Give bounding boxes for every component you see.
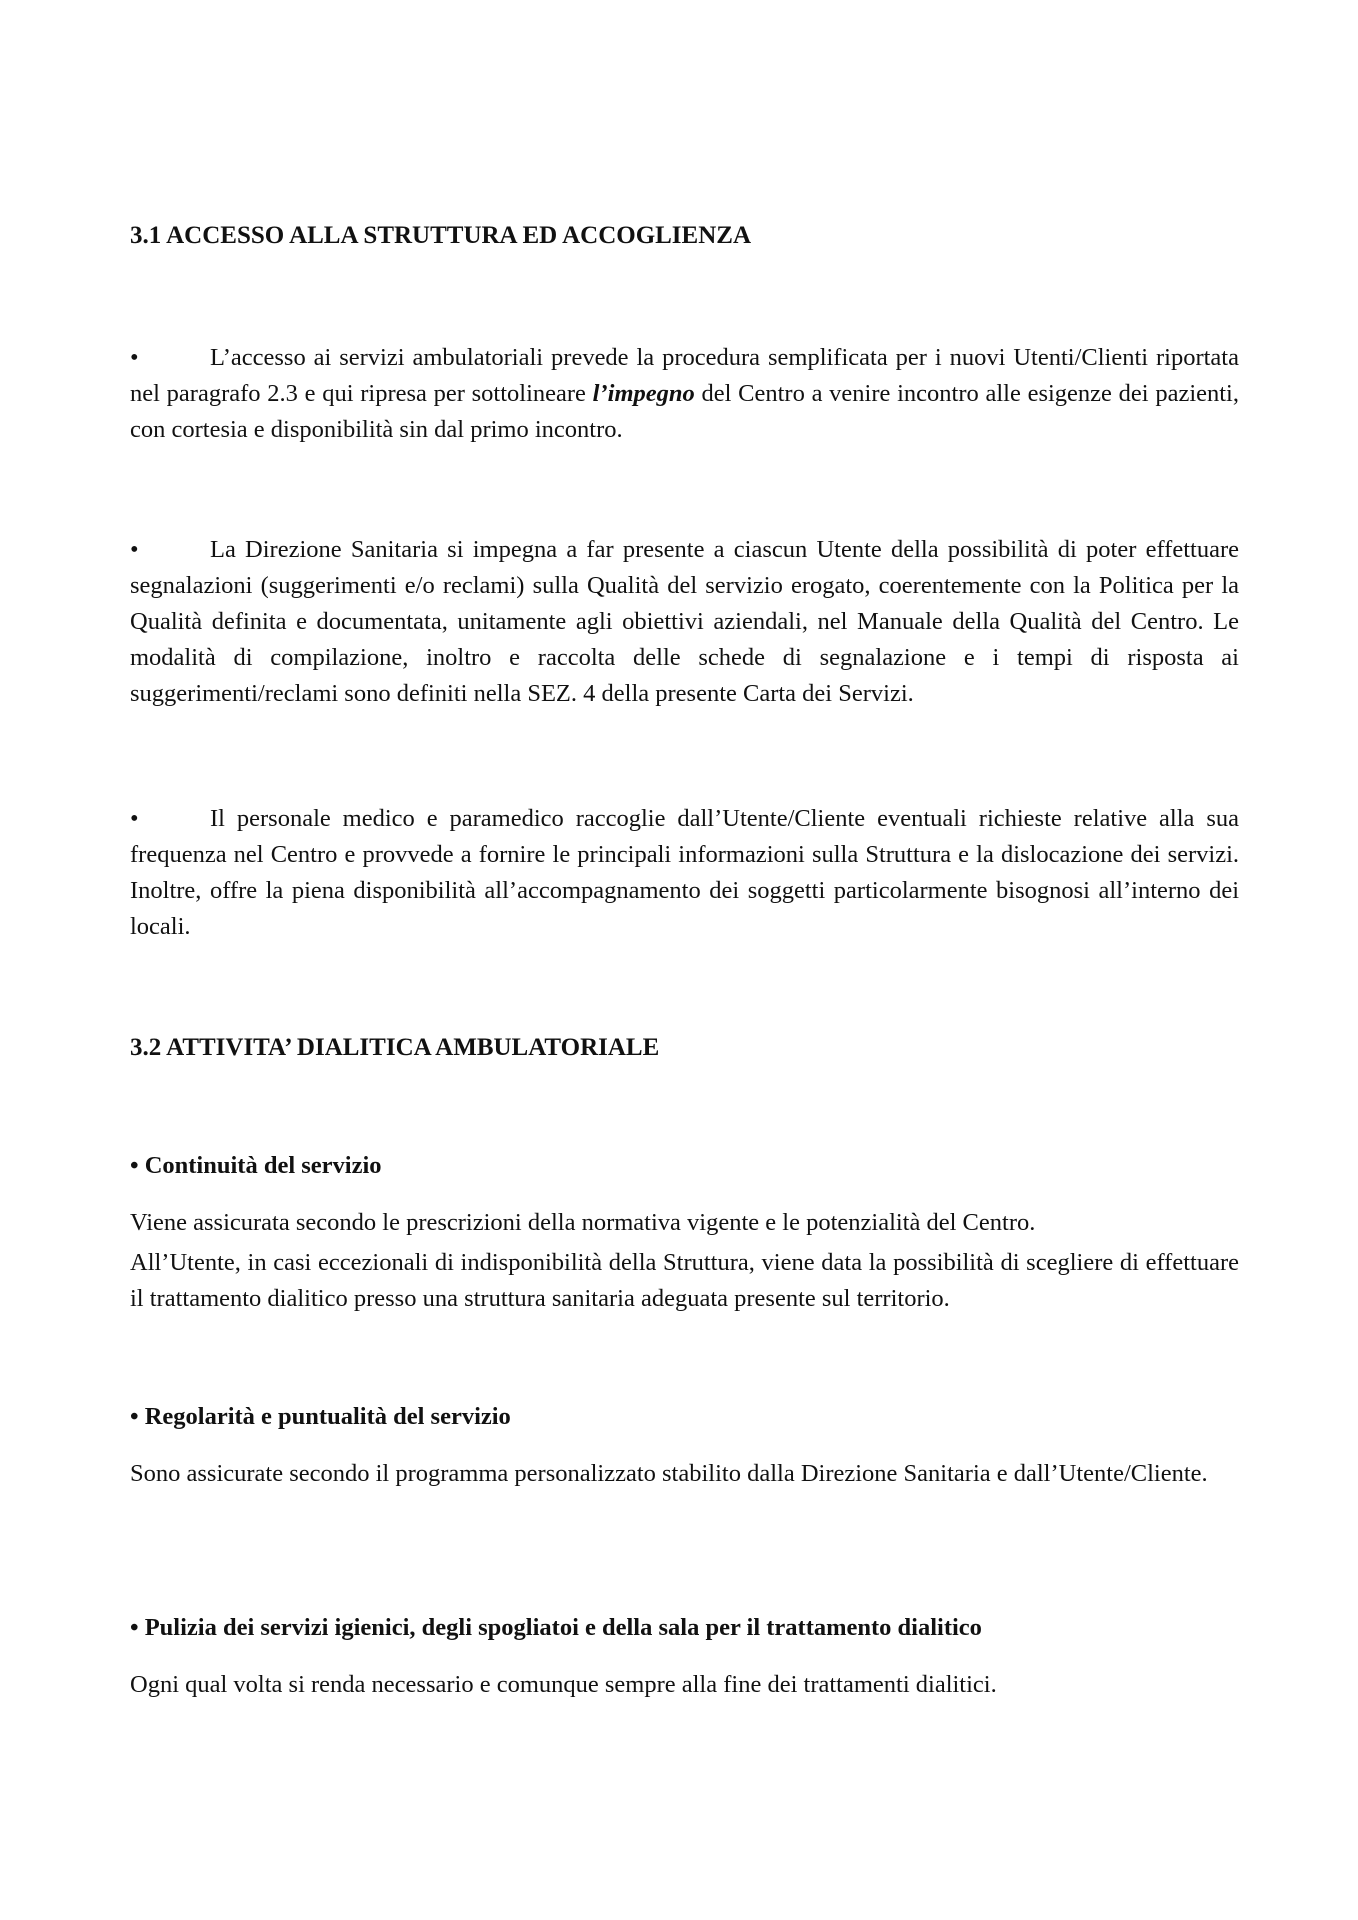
paragraph-accesso <box>130 340 1239 448</box>
paragraph-text: La Direzione Sanitaria si impegna a far presente a ciascun Utente della possibilità di poter effettuare segnalazioni (suggerimenti e/o reclami) sulla Qualità del servizio erogato, coerentemente con la Politica per la Qualità definita e documentata, unitamente agli obiettivi aziendali, nel Manuale della Qualità del Centro. Le modalità di compilazione, inoltro e raccolta delle schede di segnalazione e i tempi di risposta ai suggerimenti/reclami sono definiti nella SEZ. 4 della presente Carta dei Servizi. <box>130 536 1239 707</box>
subheading-pulizia: • Pulizia dei servizi igienici, degli spogliatoi e della sala per il trattamento dialitico <box>130 1614 982 1641</box>
paragraph-regolarita: Sono assicurate secondo il programma personalizzato stabilito dalla Direzione Sanitaria e dall’Utente/Cliente. <box>130 1460 1208 1487</box>
bullet-marker: • <box>130 344 139 371</box>
bullet-marker: • <box>130 805 139 832</box>
section-title-3-1: 3.1 ACCESSO ALLA STRUTTURA ED ACCOGLIENZA <box>130 222 751 249</box>
paragraph-continuita-2: All’Utente, in casi eccezionali di indisponibilità della Struttura, viene data la possibilità di scegliere di effettuare il trattamento dialitico presso una struttura sanitaria adeguata presente sul territorio. <box>130 1249 1239 1312</box>
paragraph-pulizia: Ogni qual volta si renda necessario e comunque sempre alla fine dei trattamenti dialitici. <box>130 1671 997 1698</box>
paragraph-text: L’accesso ai servizi ambulatoriali prevede la procedura semplificata per i nuovi Utenti/Clienti riportata nel paragrafo 2.3 e qui ripresa per sottolineare <box>130 344 1239 407</box>
paragraph-direzione-sanitaria <box>130 532 1239 712</box>
paragraph-continuita-1: Viene assicurata secondo le prescrizioni della normativa vigente e le potenzialità del Centro. <box>130 1209 1036 1236</box>
paragraph-text: del Centro a venire incontro alle esigenze dei pazienti, con cortesia e disponibilità sin dal primo incontro. <box>130 380 1239 443</box>
paragraph-text: Il personale medico e paramedico raccoglie dall’Utente/Cliente eventuali richieste relative alla sua frequenza nel Centro e provvede a fornire le principali informazioni sulla Struttura e la dislocazione dei servizi. Inoltre, offre la piena disponibilità all’accompagnamento dei soggetti particolarmente bisognosi all’interno dei locali. <box>130 805 1239 940</box>
subheading-continuita: • Continuità del servizio <box>130 1152 382 1179</box>
paragraph-personale <box>130 801 1239 945</box>
section-title-3-2: 3.2 ATTIVITA’ DIALITICA AMBULATORIALE <box>130 1034 660 1061</box>
emphasis-impegno: l’impegno <box>592 380 695 407</box>
subheading-regolarita: • Regolarità e puntualità del servizio <box>130 1403 511 1430</box>
bullet-marker: • <box>130 536 139 563</box>
